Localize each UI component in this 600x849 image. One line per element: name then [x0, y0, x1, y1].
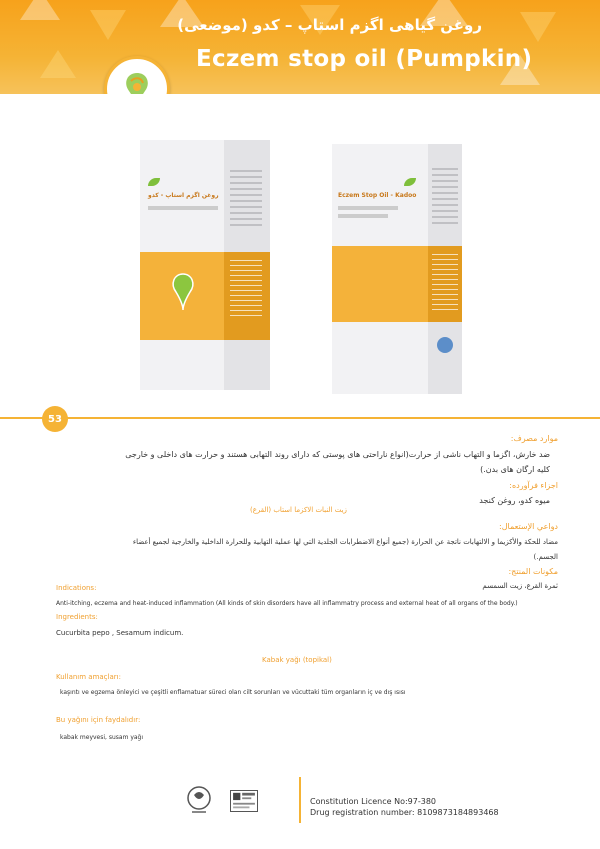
- persian-usage-heading: موارد مصرف:: [510, 434, 558, 443]
- certification-logo-icon: [230, 790, 258, 812]
- box-side-logo-icon: [436, 334, 454, 356]
- header-title-persian: روغن گیاهی اگزم استاپ – کدو (موضعی): [177, 16, 482, 34]
- product-photo-area: [0, 94, 600, 410]
- licence-number: Constitution Licence No:97-380: [310, 797, 436, 806]
- header-banner: [0, 0, 600, 94]
- product-box-english: [332, 144, 462, 394]
- box-label-english: Eczem Stop Oil - Kadoo: [338, 192, 417, 199]
- arabic-ingredients: ثمرة القرع، زيت السمسم: [482, 582, 558, 590]
- arabic-usage-line1: مضاد للحكة والأكزيما و الالتهابات ناتجة عن الحرارة (جميع أنواع الاضطرابات الجلدية التي لها عملية التهابية وللحرارة الداخلية والخارجية لجميع أعضاء: [132, 538, 558, 546]
- english-ingredients-heading: Ingredients:: [56, 613, 98, 621]
- box-label-persian: روغن اگزم استاپ - کدو: [148, 192, 219, 199]
- section-divider: [0, 417, 600, 419]
- drug-registration-number: Drug registration number: 8109873184893468: [310, 808, 499, 817]
- arabic-title: زيت النبات الاكزما استاب (القرع): [250, 506, 347, 514]
- box-logo-icon: [164, 270, 202, 318]
- english-indications: Anti-itching, eczema and heat-induced inflammation (All kinds of skin disorders have all inflammatry process and external heat of all organs of the body.): [56, 600, 518, 607]
- footer-separator: [299, 777, 301, 823]
- decor-triangle: [40, 50, 76, 78]
- arabic-ingredients-heading: مكونات المنتج:: [508, 567, 558, 576]
- decor-triangle: [520, 12, 556, 42]
- ministry-logo-icon: [186, 785, 212, 817]
- turkish-ingredients: kabak meyvesi, susam yağı: [60, 734, 144, 741]
- turkish-ingredients-heading: Bu yağını için faydalıdır:: [56, 716, 141, 724]
- persian-usage-line1: ضد خارش، اگزما و التهاب ناشی از حرارت(انواع ناراحتی های پوستی که دارای روند التهابی هستند و حرارت های داخلی و خارجی: [125, 450, 550, 459]
- arabic-usage-heading: دواعي الإستعمال:: [499, 522, 558, 531]
- turkish-usage: kaşıntı ve egzema önleyici ve çeşitli enflamatuar süreci olan cilt sorunları ve vücuttaki tüm organların iç ve dış ısısı: [60, 689, 406, 696]
- decor-triangle: [90, 10, 126, 40]
- turkish-usage-heading: Kullanım amaçları:: [56, 673, 121, 681]
- page-number-badge: 53: [42, 406, 68, 432]
- english-ingredients: Cucurbita pepo , Sesamum indicum.: [56, 629, 184, 637]
- persian-ingredients: میوه کدو، روغن کنجد: [479, 496, 550, 505]
- persian-ingredients-heading: اجزاء فرآورده:: [509, 481, 558, 490]
- english-indications-heading: Indications:: [56, 584, 97, 592]
- arabic-usage-line2: الجسم.): [533, 553, 558, 561]
- header-title-english: Eczem stop oil (Pumpkin): [196, 46, 533, 72]
- turkish-title: Kabak yağı (topikal): [262, 656, 332, 664]
- product-box-persian: [140, 140, 270, 390]
- decor-triangle: [20, 0, 60, 20]
- persian-usage-line2: کلیه ارگان های بدن.): [480, 465, 550, 474]
